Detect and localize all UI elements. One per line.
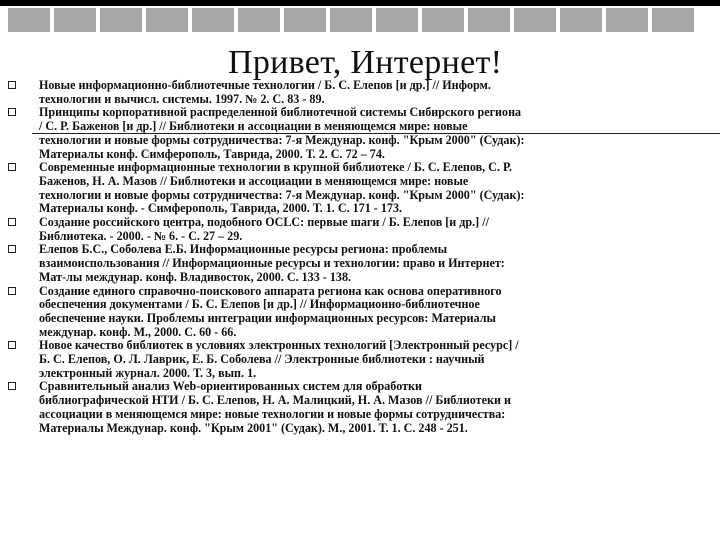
decorative-cell bbox=[468, 8, 510, 32]
decorative-cell bbox=[100, 8, 142, 32]
list-item bbox=[0, 339, 527, 380]
list-item-text: Принципы корпоративной распределенной библиотечной системы Сибирского региона / С. Р. Баженов [и др.] // Библиотеки и ассоциации в меняющемся мире: новые технологии и новые формы сотрудничества: 7-я Междунар. конф. "Крым 2000" (Судак): Материалы конф. Симферополь, Таврида, 2000. Т. 2. С. 72 – 74. bbox=[39, 105, 525, 161]
decorative-cell bbox=[238, 8, 280, 32]
reference-list bbox=[0, 79, 720, 435]
decorative-cell bbox=[54, 8, 96, 32]
square-bullet-icon bbox=[8, 287, 16, 295]
square-bullet-icon bbox=[8, 382, 16, 390]
list-item-text: Новые информационно-библиотечные технологии / Б. С. Елепов [и др.] // Информ. технологии и вычисл. системы. 1997. № 2. С. 83 - 89. bbox=[39, 78, 491, 106]
list-item bbox=[0, 285, 527, 340]
top-decorative-bar bbox=[0, 0, 720, 6]
list-item-text: Сравнительный анализ Web-ориентированных систем для обработки библиографической НТИ / Б. С. Елепов, Н. А. Малицкий, Н. А. Мазов // Библиотеки и ассоциации в меняющемся мире: новые технологии и новые формы сотрудничества: Материалы Междунар. конф. "Крым 2001" (Судак). М., 2001. Т. 1. С. 248 - 251. bbox=[39, 379, 511, 435]
list-item bbox=[0, 161, 527, 216]
slide-title: Привет, Интернет! bbox=[228, 44, 503, 81]
decorative-cell bbox=[146, 8, 188, 32]
decorative-cell bbox=[560, 8, 602, 32]
square-bullet-icon bbox=[8, 163, 16, 171]
list-item-text: Современные информационные технологии в крупной библиотеке / Б. С. Елепов, С. Р. Баженов, Н. А. Мазов // Библиотеки и ассоциации в меняющемся мире: новые технологии и новые формы сотрудничества: 7-я Междунар. конф. "Крым 2000" (Судак): Материалы конф. - Симферополь, Таврида, 2000. Т. 1. С. 171 - 173. bbox=[39, 160, 525, 216]
decorative-cell bbox=[376, 8, 418, 32]
list-item-text: Елепов Б.С., Соболева Е.Б. Информационные ресурсы региона: проблемы взаимоиспользования // Информационные ресурсы и технологии: право и Интернет: Мат-лы междунар. конф. Владивосток, 2000. С. 133 - 138. bbox=[39, 242, 505, 284]
list-item bbox=[0, 79, 527, 106]
list-item bbox=[0, 106, 527, 161]
square-bullet-icon bbox=[8, 218, 16, 226]
decorative-cell bbox=[330, 8, 372, 32]
decorative-cell bbox=[514, 8, 556, 32]
square-bullet-icon bbox=[8, 341, 16, 349]
decorative-cell bbox=[422, 8, 464, 32]
decorative-cell bbox=[8, 8, 50, 32]
square-bullet-icon bbox=[8, 108, 16, 116]
square-bullet-icon bbox=[8, 245, 16, 253]
list-item-text: Создание российского центра, подобного OCLC: первые шаги / Б. Елепов [и др.] // Библиотека. - 2000. - № 6. - С. 27 – 29. bbox=[39, 215, 489, 243]
decorative-cell bbox=[284, 8, 326, 32]
decorative-cell bbox=[652, 8, 694, 32]
list-item bbox=[0, 243, 527, 284]
decorative-cell bbox=[606, 8, 648, 32]
list-item bbox=[0, 216, 527, 243]
top-decorative-cells bbox=[8, 8, 698, 32]
square-bullet-icon bbox=[8, 81, 16, 89]
list-item-text: Новое качество библиотек в условиях электронных технологий [Электронный ресурс] / Б. С. Елепов, О. Л. Лаврик, Е. Б. Соболева // Электронные библиотеки : научный электронный журнал. 2000. Т. 3, вып. 1. bbox=[39, 338, 519, 380]
list-item-text: Создание единого справочно-поискового аппарата региона как основа оперативного обеспечения документами / Б. С. Елепов [и др.] // Информационно-библиотечное обеспечение науки. Проблемы интеграции информационных ресурсов: Материалы междунар. конф. М., 2000. С. 60 - 66. bbox=[39, 283, 502, 339]
decorative-cell bbox=[192, 8, 234, 32]
list-item bbox=[0, 380, 527, 435]
